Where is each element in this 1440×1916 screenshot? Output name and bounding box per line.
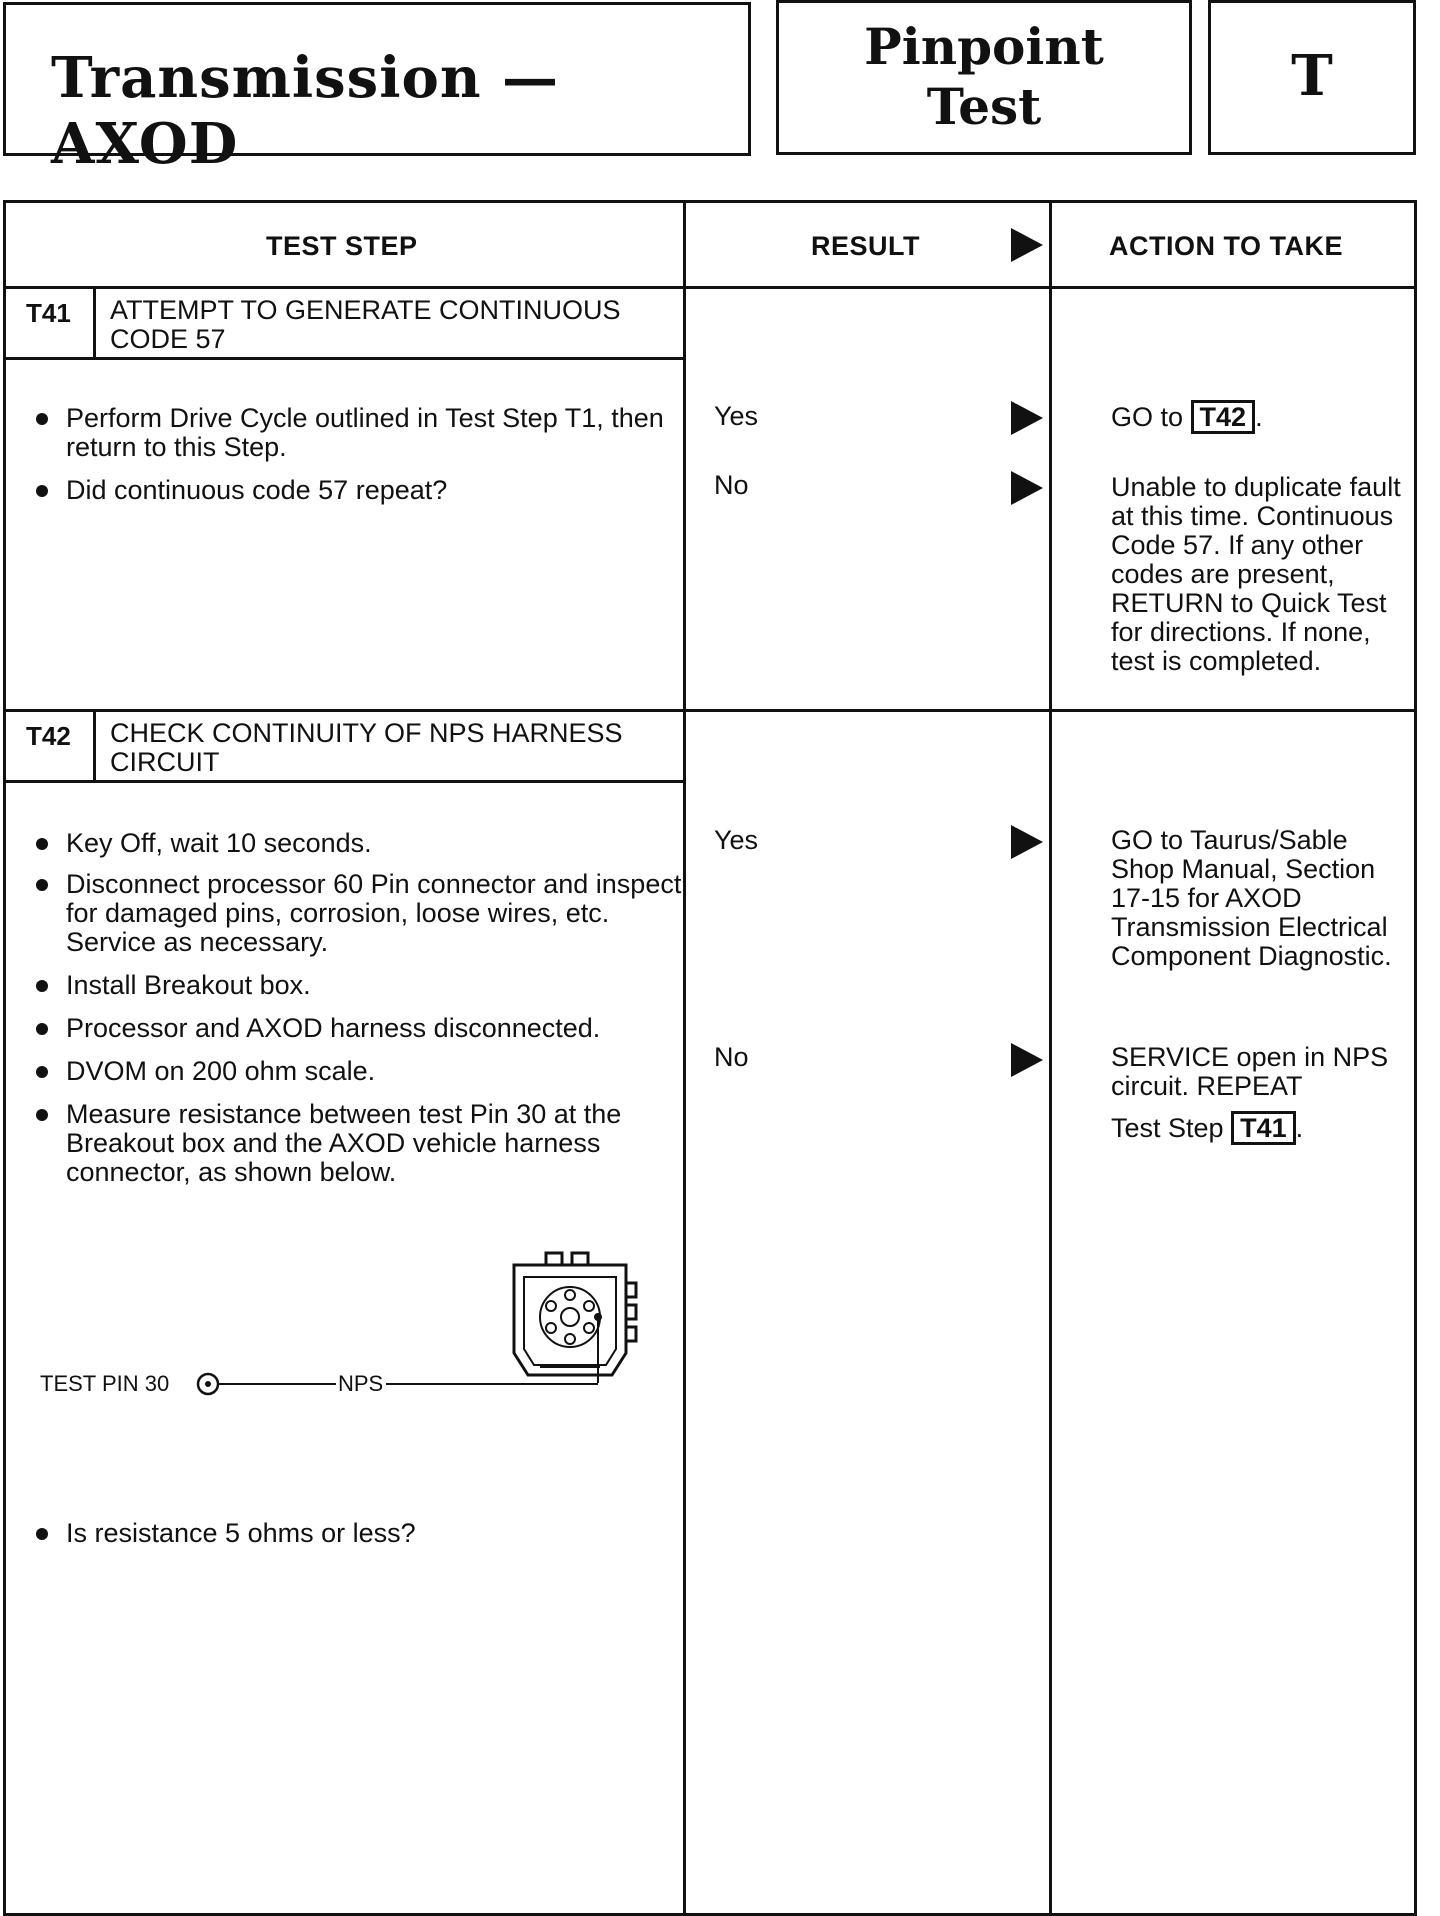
pinpoint-table <box>3 200 1417 1916</box>
step-divider <box>6 709 1414 712</box>
step-instruction: Disconnect processor 60 Pin connector and inspect for damaged pins, corrosion, loose wires, etc. Service as necessary. <box>36 870 686 957</box>
arrow-icon <box>1011 471 1043 505</box>
harness-connector-icon <box>514 1253 636 1383</box>
connector-diagram <box>26 1243 666 1423</box>
arrow-icon <box>1011 228 1043 262</box>
step-title-divider <box>6 780 686 783</box>
action-text: GO to <box>1111 402 1184 432</box>
action-t42-no-ref <box>1111 1111 1303 1145</box>
action-t41-no: Unable to duplicate fault at this time. Continuous Code 57. If any other codes are present, RETURN to Quick Test for directions. If none, test is completed. <box>1111 472 1401 676</box>
step-id-divider <box>93 709 96 783</box>
header-row-divider <box>6 286 1414 289</box>
step-id-t42: T42 <box>26 721 71 751</box>
pinpoint-label: Pinpoint <box>864 17 1104 76</box>
action-t41-yes <box>1111 400 1263 434</box>
diagram-wire-label: NPS <box>338 1371 384 1396</box>
arrow-icon <box>1011 825 1043 859</box>
result-no: No <box>714 470 749 500</box>
column-header-test-step: TEST STEP <box>266 231 418 261</box>
step-instruction: Key Off, wait 10 seconds. <box>36 829 686 858</box>
step-instruction: DVOM on 200 ohm scale. <box>36 1057 686 1086</box>
action-text: Test Step <box>1111 1113 1224 1143</box>
test-label: Test <box>926 77 1042 136</box>
action-t42-no: SERVICE open in NPS circuit. REPEAT <box>1111 1042 1389 1101</box>
step-id-divider <box>93 286 96 360</box>
step-instruction: Install Breakout box. <box>36 971 686 1000</box>
arrow-icon <box>1011 1043 1043 1077</box>
column-header-action: ACTION TO TAKE <box>1109 231 1343 261</box>
action-text: . <box>1255 402 1263 432</box>
arrow-icon <box>1011 401 1043 435</box>
result-yes: Yes <box>714 401 759 431</box>
step-instruction: Perform Drive Cycle outlined in Test Step T1, then return to this Step. <box>36 404 686 462</box>
step-title-t41: ATTEMPT TO GENERATE CONTINUOUS CODE 57 <box>110 295 621 354</box>
action-text: . <box>1295 1113 1304 1143</box>
step-ref-t42[interactable]: T42 <box>1191 400 1256 434</box>
header-pinpoint-box <box>776 0 1192 155</box>
test-pin-dot <box>205 1381 211 1387</box>
result-no: No <box>714 1042 749 1072</box>
diagram-pin-label: TEST PIN 30 <box>40 1371 170 1396</box>
step-ref-t41[interactable]: T41 <box>1231 1111 1296 1145</box>
page-title: Transmission — AXOD <box>51 45 560 177</box>
column-divider <box>1049 203 1052 1913</box>
step-instruction: Measure resistance between test Pin 30 at the Breakout box and the AXOD vehicle harness connector, as shown below. <box>36 1100 686 1187</box>
column-header-result: RESULT <box>811 231 920 261</box>
step-instruction: Did continuous code 57 repeat? <box>36 476 686 505</box>
step-title-t42: CHECK CONTINUITY OF NPS HARNESS CIRCUIT <box>110 718 623 777</box>
step-instruction: Processor and AXOD harness disconnected. <box>36 1014 686 1043</box>
section-letter: T <box>1291 43 1333 109</box>
header-section-box <box>1208 0 1416 155</box>
action-t42-yes: GO to Taurus/Sable Shop Manual, Section 17-15 for AXOD Transmission Electrical Component Diagnostic. <box>1111 825 1392 971</box>
step-question: Is resistance 5 ohms or less? <box>36 1519 686 1548</box>
result-yes: Yes <box>714 825 759 855</box>
step-id-t41: T41 <box>26 298 71 328</box>
step-title-divider <box>6 357 686 360</box>
header-title-box <box>3 2 751 177</box>
